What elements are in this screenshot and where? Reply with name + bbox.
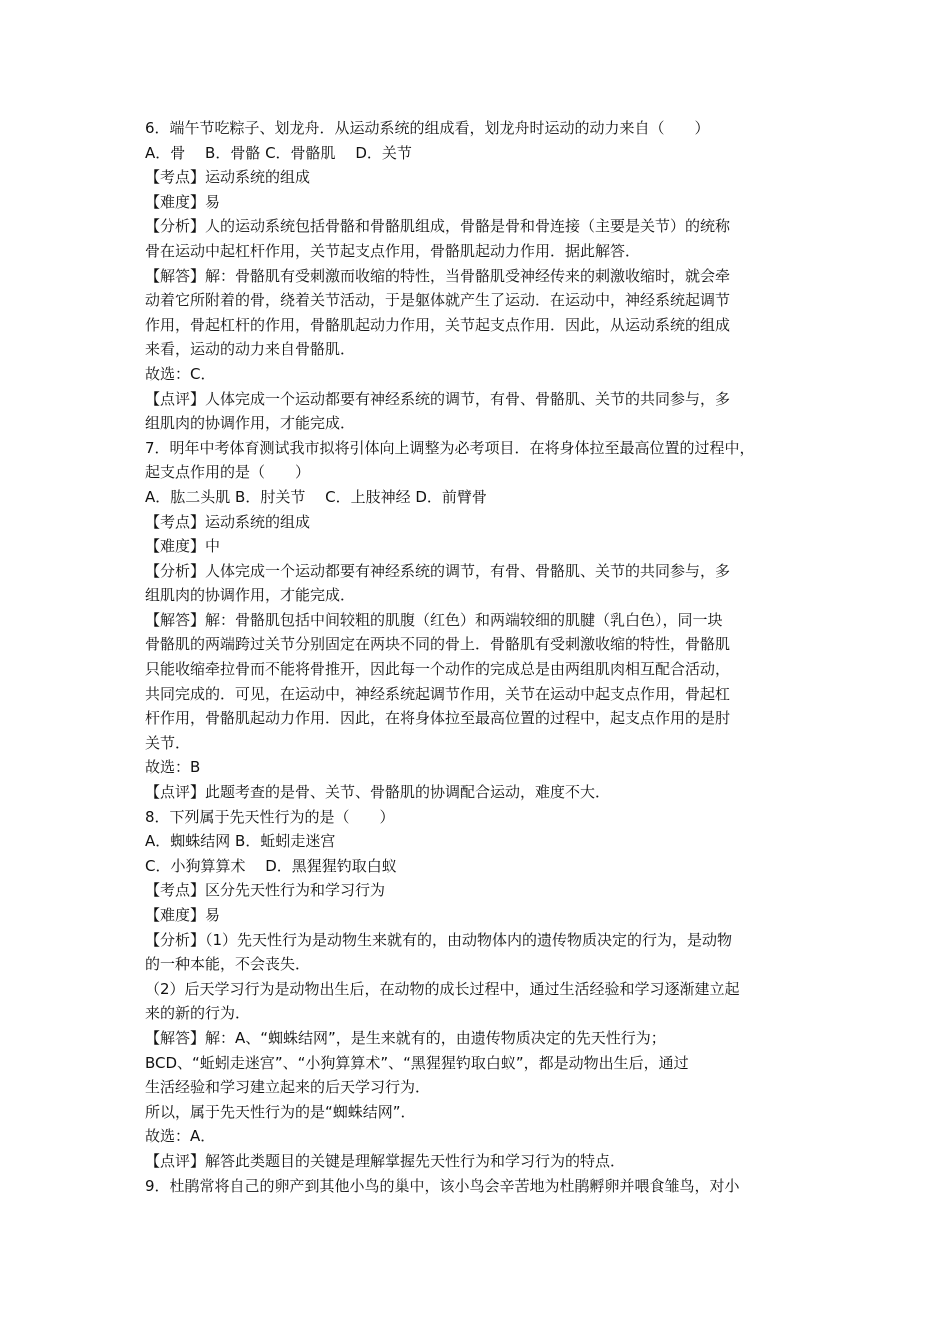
- text-line: 所以，属于先天性行为的是“蜘蛛结网”．: [145, 1102, 416, 1121]
- text-line: 作用，骨起杠杆的作用，骨骼肌起动力作用，关节起支点作用．因此，从运动系统的组成: [145, 315, 731, 334]
- text-line: 【难度】易: [145, 192, 221, 211]
- text-line: 【解答】解：骨骼肌包括中间较粗的肌腹（红色）和两端较细的肌腱（乳白色），同一块: [145, 610, 723, 629]
- text-line: 故选：C．: [145, 364, 216, 383]
- text-line: 只能收缩牵拉骨而不能将骨推开，因此每一个动作的完成总是由两组肌肉相互配合活动，: [145, 660, 731, 679]
- text-line: 来的新的行为．: [145, 1004, 251, 1023]
- text-line: A．骨 B．骨骼 C．骨骼肌 D．关节: [145, 143, 412, 162]
- text-line: 生活经验和学习建立起来的后天学习行为．: [145, 1078, 431, 1097]
- text-line: 【分析】人的运动系统包括骨骼和骨骼肌组成，骨骼是骨和骨连接（主要是关节）的统称: [145, 217, 731, 236]
- text-line: 【难度】中: [145, 537, 221, 556]
- text-line: A．蜘蛛结网 B．蚯蚓走迷宫: [145, 832, 336, 851]
- text-line: 关节．: [145, 733, 191, 752]
- text-line: 【点评】人体完成一个运动都要有神经系统的调节，有骨、骨骼肌、关节的共同参与，多: [145, 389, 731, 408]
- text-line: 的一种本能，不会丧失．: [145, 955, 311, 974]
- text-line: 共同完成的．可见，在运动中，神经系统起调节作用，关节在运动中起支点作用，骨起杠: [145, 684, 731, 703]
- text-line: 组肌肉的协调作用，才能完成．: [145, 586, 356, 605]
- text-line: 【点评】此题考查的是骨、关节、骨骼肌的协调配合运动，难度不大．: [145, 783, 611, 802]
- text-line: 8．下列属于先天性行为的是（ ）: [145, 807, 395, 826]
- text-line: 【点评】解答此类题目的关键是理解掌握先天性行为和学习行为的特点．: [145, 1151, 626, 1170]
- text-line: （2）后天学习行为是动物出生后，在动物的成长过程中，通过生活经验和学习逐渐建立起: [145, 979, 740, 998]
- text-line: 故选：A．: [145, 1127, 216, 1146]
- text-line: 起支点作用的是（ ）: [145, 463, 311, 482]
- text-line: 9．杜鹃常将自己的卵产到其他小鸟的巢中，该小鸟会辛苦地为杜鹃孵卵并喂食雏鸟，对小: [145, 1176, 740, 1195]
- text-line: 动着它所附着的骨，绕着关节活动，于是躯体就产生了运动．在运动中，神经系统起调节: [145, 291, 731, 310]
- text-line: 【解答】解：骨骼肌有受刺激而收缩的特性，当骨骼肌受神经传来的刺激收缩时，就会牵: [145, 266, 731, 285]
- text-line: 【考点】区分先天性行为和学习行为: [145, 881, 386, 900]
- text-line: 故选：B: [145, 758, 201, 777]
- text-line: C．小狗算算术 D．黑猩猩钓取白蚁: [145, 856, 397, 875]
- text-line: 【解答】解：A、“蜘蛛结网”，是生来就有的，由遗传物质决定的先天性行为；: [145, 1028, 666, 1047]
- text-line: 【考点】运动系统的组成: [145, 512, 311, 531]
- text-line: BCD、“蚯蚓走迷宫”、“小狗算算术”、“黑猩猩钓取白蚁”，都是动物出生后，通过: [145, 1053, 689, 1072]
- text-line: 【分析】人体完成一个运动都要有神经系统的调节，有骨、骨骼肌、关节的共同参与，多: [145, 561, 731, 580]
- text-line: 【考点】运动系统的组成: [145, 168, 311, 187]
- text-line: 来看，运动的动力来自骨骼肌．: [145, 340, 356, 359]
- document-page: [145, 116, 825, 1198]
- text-line: 【难度】易: [145, 906, 221, 924]
- text-line: A．肱二头肌 B．肘关节 C．上肢神经 D．前臂骨: [145, 487, 487, 506]
- text-line: 骨在运动中起杠杆作用，关节起支点作用，骨骼肌起动力作用．据此解答．: [145, 241, 641, 260]
- text-line: 杆作用，骨骼肌起动力作用．因此，在将身体拉至最高位置的过程中，起支点作用的是肘: [145, 709, 731, 728]
- text-line: 【分析】（1）先天性行为是动物生来就有的，由动物体内的遗传物质决定的行为，是动物: [145, 930, 733, 949]
- text-line: 组肌肉的协调作用，才能完成．: [145, 414, 356, 433]
- text-line: 6．端午节吃粽子、划龙舟．从运动系统的组成看，划龙舟时运动的动力来自（ ）: [145, 119, 710, 137]
- text-line: 7．明年中考体育测试我市拟将引体向上调整为必考项目．在将身体拉至最高位置的过程中，: [145, 438, 755, 457]
- text-line: 骨骼肌的两端跨过关节分别固定在两块不同的骨上．骨骼肌有受刺激收缩的特性，骨骼肌: [145, 635, 731, 654]
